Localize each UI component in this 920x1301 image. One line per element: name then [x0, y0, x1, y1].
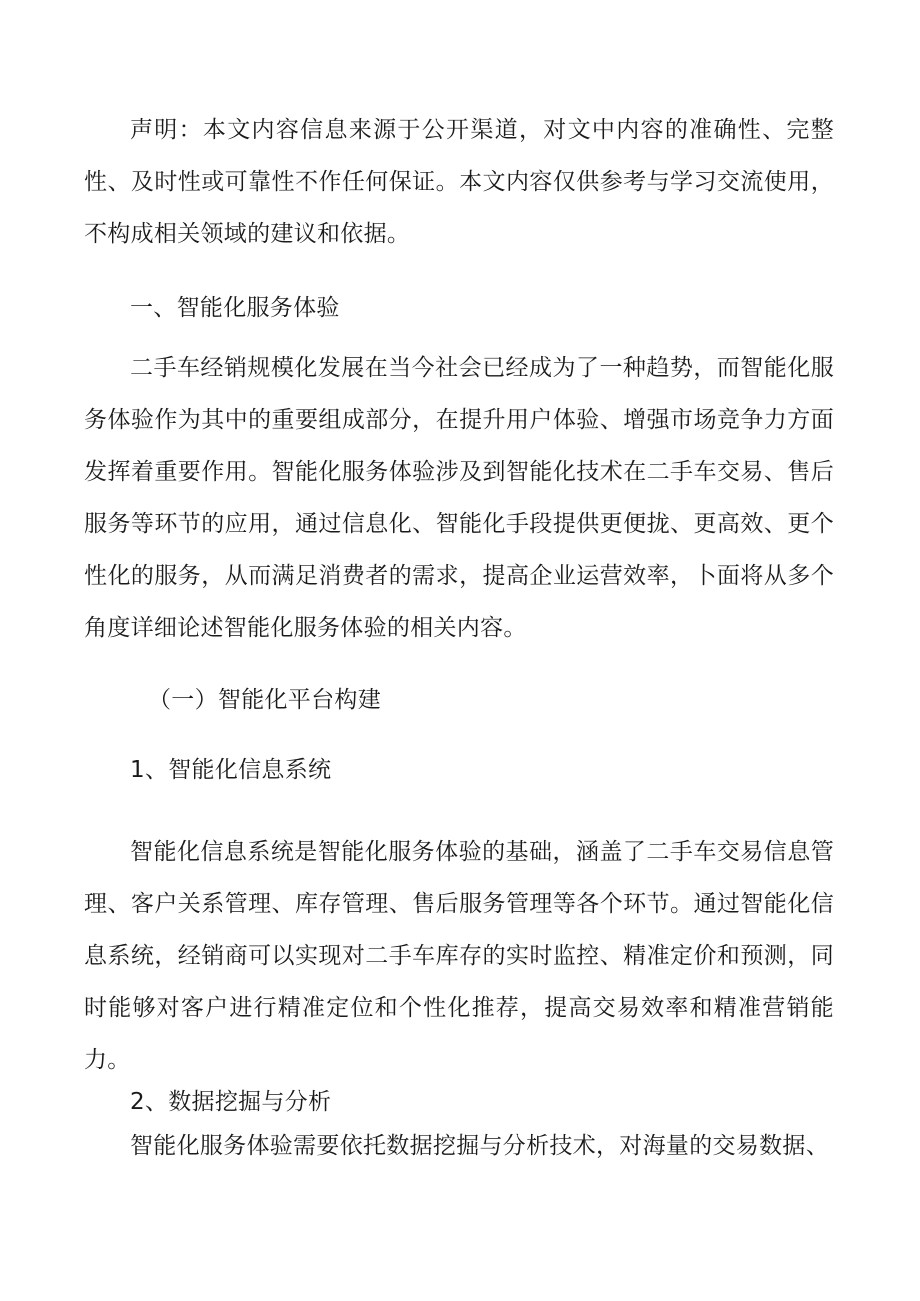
item-1-paragraph: 智能化信息系统是智能化服务体验的基础，涵盖了二手车交易信息管理、客户关系管理、库存管理、售后服务管理等各个环节。通过智能化信息系统，经销商可以实现对二手车库存的实时监控、精准定价和预测，同时能够对客户进行精准定位和个性化推荐，提高交易效率和精准营销能力。 [84, 839, 834, 1073]
section-1-intro-paragraph: 二手车经销规模化发展在当今社会已经成为了一种趋势，而智能化服务体验作为其中的重要组成部分，在提升用户体验、增强市场竞争力方面发挥着重要作用。智能化服务体验涉及到智能化技术在二手车交易、售后服务等环节的应用，通过信息化、智能化手段提供更便拢、更高效、更个性化的服务，从而满足消费者的需求，提高企业运营效率，卜面将从多个角度详细论述智能化服务体验的相关内容。 [84, 355, 834, 641]
subsection-1-heading: （一）智能化平台构建 [148, 687, 381, 713]
section-1-heading: 一、智能化服务体验 [130, 295, 340, 321]
disclaimer-paragraph: 声明：本文内容信息来源于公开渠道，对文中内容的准确性、完整性、及时性或可靠性不作任何保证。本文内容仅供参考与学习交流使用，不构成相关领域的建议和依据。 [84, 117, 834, 247]
item-2-paragraph: 智能化服务体验需要依托数据挖掘与分析技术，对海量的交易数据、 [130, 1133, 829, 1159]
item-2-heading: 2、数据挖掘与分析 [130, 1089, 332, 1115]
item-1-heading: 1、智能化信息系统 [130, 757, 332, 783]
